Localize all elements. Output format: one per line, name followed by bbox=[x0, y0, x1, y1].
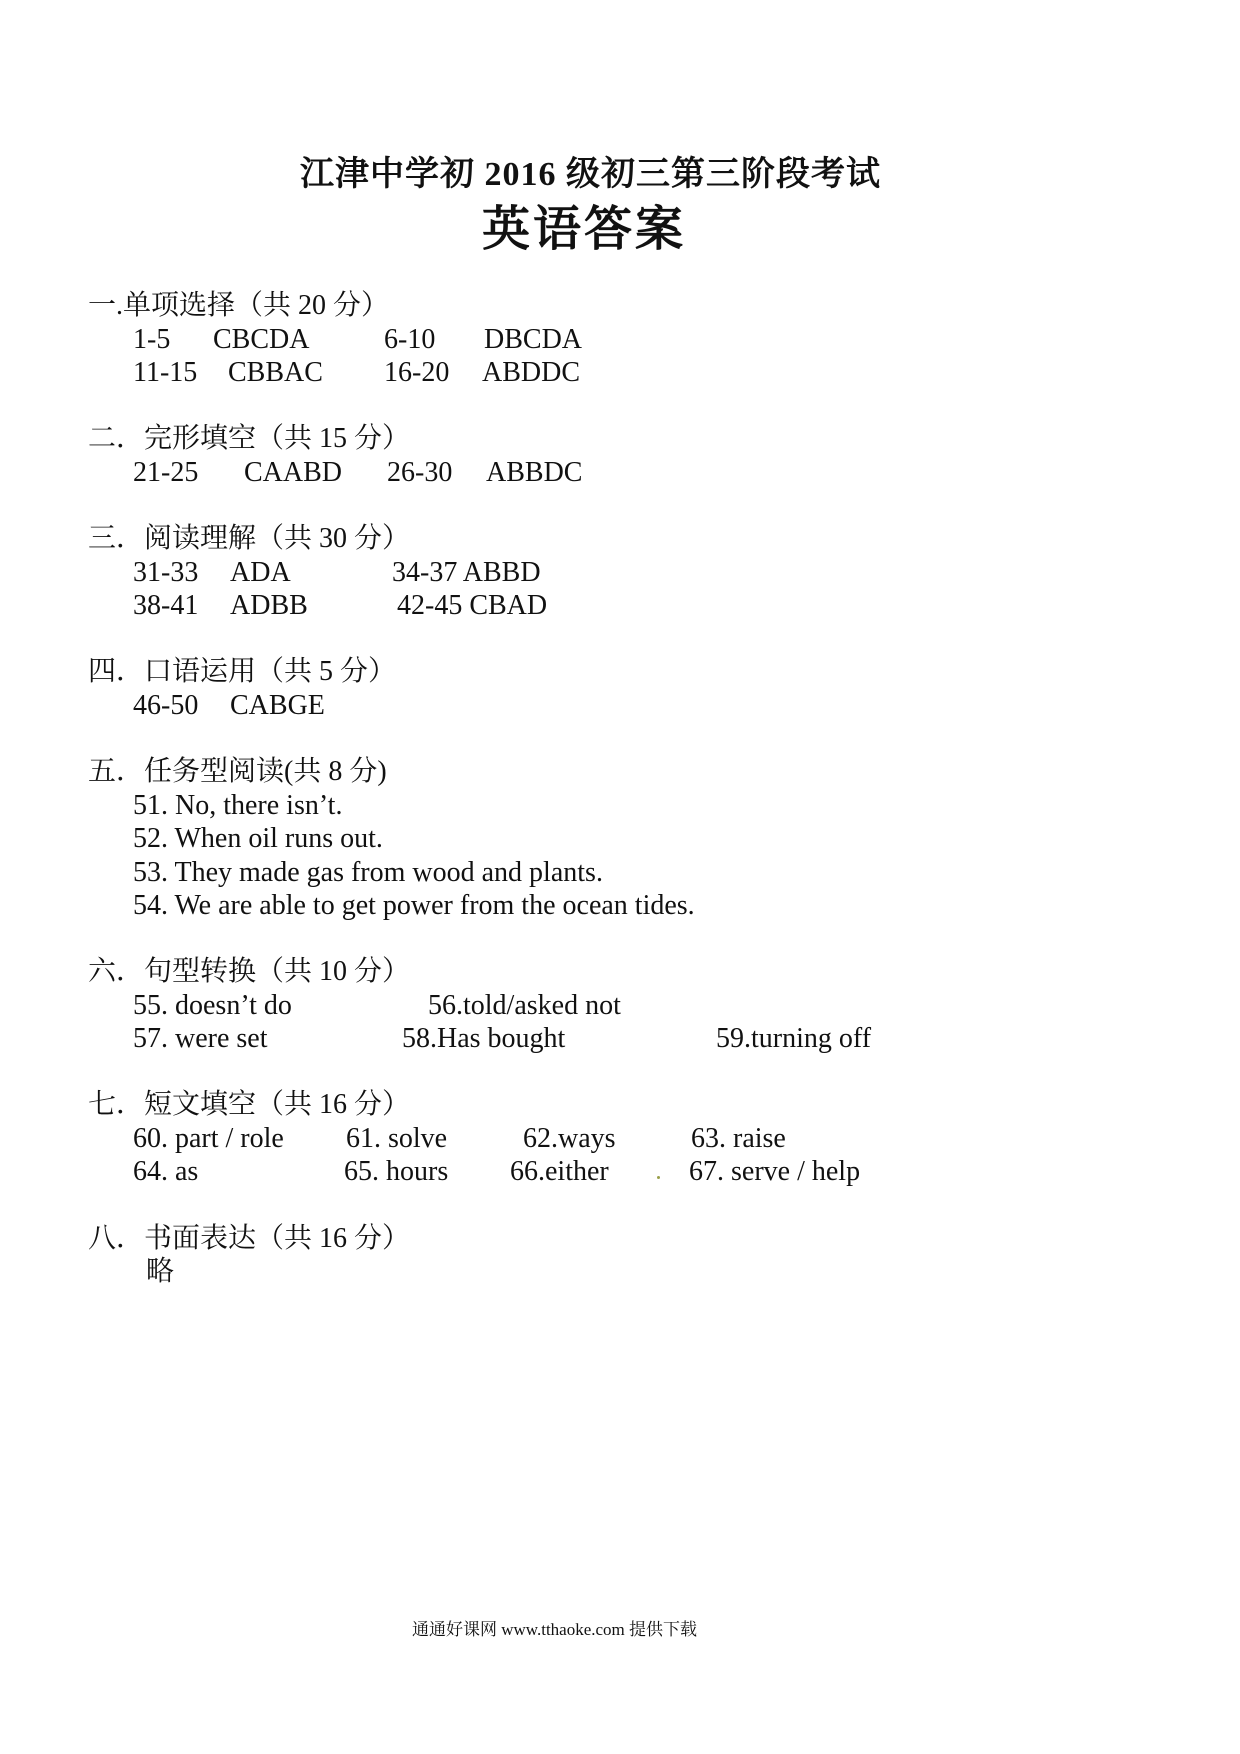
answer-item: 60. part / role bbox=[133, 1123, 284, 1154]
answer-range: 46-50 bbox=[133, 690, 199, 721]
answer-key-title: 英语答案 bbox=[482, 203, 687, 256]
section-heading-7: 七．短文填空（共 16 分） bbox=[88, 1089, 411, 1120]
footer-source-note: 通通好课网 www.tthaoke.com 提供下载 bbox=[412, 1620, 698, 1639]
answer-range: 16-20 bbox=[384, 357, 450, 388]
section-heading-2: 二．完形填空（共 15 分） bbox=[88, 423, 411, 454]
answer-value: CABGE bbox=[230, 690, 325, 721]
answer-sentence: 52. When oil runs out. bbox=[133, 823, 383, 854]
answer-value: ABBDC bbox=[486, 457, 583, 488]
answer-item: 58.Has bought bbox=[402, 1023, 566, 1054]
answer-item: 59.turning off bbox=[716, 1023, 872, 1054]
answer-range: 31-33 bbox=[133, 557, 199, 588]
section-heading-1: 一.单项选择（共 20 分） bbox=[88, 290, 390, 321]
answer-sentence: 54. We are able to get power from the ocean tides. bbox=[133, 890, 695, 921]
answer-item: 67. serve / help bbox=[689, 1156, 861, 1187]
answer-range: 1-5 bbox=[133, 324, 171, 355]
answer-range: 21-25 bbox=[133, 457, 199, 488]
answer-value: CBBAC bbox=[228, 357, 323, 388]
answer-item: 62.ways bbox=[523, 1123, 616, 1154]
answer-value: ADA bbox=[230, 557, 291, 588]
answer-value: CBCDA bbox=[213, 324, 310, 355]
section-heading-5: 五．任务型阅读(共 8 分) bbox=[88, 756, 387, 787]
answer-value: DBCDA bbox=[484, 324, 583, 355]
answer-range: 11-15 bbox=[133, 357, 198, 388]
section-heading-6: 六．句型转换（共 10 分） bbox=[88, 956, 411, 987]
answer-item: 66.either bbox=[510, 1156, 609, 1187]
section-heading-3: 三．阅读理解（共 30 分） bbox=[88, 523, 411, 554]
answer-item: 65. hours bbox=[344, 1156, 449, 1187]
answer-item: 55. doesn’t do bbox=[133, 990, 292, 1021]
answer-item: 63. raise bbox=[691, 1123, 786, 1154]
answer-range: 6-10 bbox=[384, 324, 436, 355]
answer-range-value: 34-37 ABBD bbox=[392, 557, 541, 588]
answer-item: 64. as bbox=[133, 1156, 199, 1187]
answer-value: ABDDC bbox=[482, 357, 581, 388]
answer-range: 38-41 bbox=[133, 590, 199, 621]
answer-range: 26-30 bbox=[387, 457, 453, 488]
answer-item: 56.told/asked not bbox=[428, 990, 621, 1021]
answer-item: 57. were set bbox=[133, 1023, 268, 1054]
answer-sentence: 53. They made gas from wood and plants. bbox=[133, 857, 603, 888]
answer-value: ADBB bbox=[230, 590, 308, 621]
stray-dot bbox=[657, 1176, 660, 1179]
exam-title: 江津中学初 2016 级初三第三阶段考试 bbox=[300, 156, 881, 193]
answer-item: 61. solve bbox=[346, 1123, 448, 1154]
answer-value: CAABD bbox=[244, 457, 343, 488]
section-heading-8: 八．书面表达（共 16 分） bbox=[88, 1223, 411, 1254]
answer-range-value: 42-45 CBAD bbox=[397, 590, 548, 621]
answer-sentence: 51. No, there isn’t. bbox=[133, 790, 343, 821]
answer-omitted: 略 bbox=[146, 1256, 175, 1287]
section-heading-4: 四．口语运用（共 5 分） bbox=[88, 656, 397, 687]
